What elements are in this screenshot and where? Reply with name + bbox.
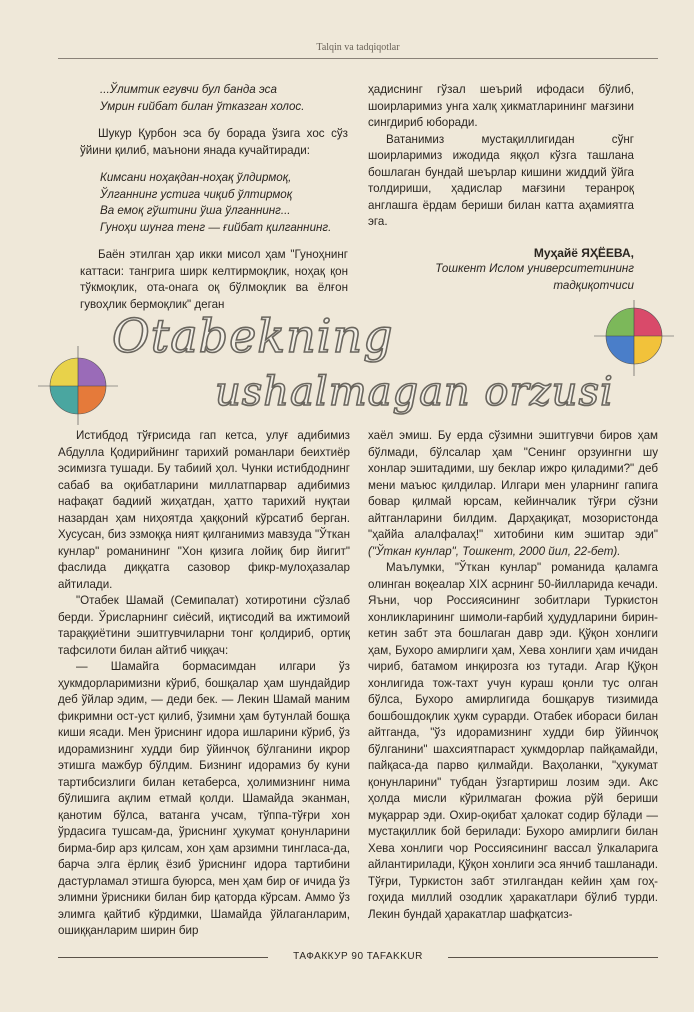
article-title-graphic [0,300,694,425]
running-header: Talqin va tadqiqotlar [316,42,400,53]
poem-line: ...Ўлимтик егувчи бул банда эса [100,83,277,96]
page-footer: ТАФАККУР 90 TAFAKKUR [293,951,423,962]
top-right-column [368,82,634,294]
paragraph-text: хаёл эмиш. Бу ерда сўзимни эшитгувчи биров ҳам бўлмади, бўлсалар ҳам "Сенинг орзуингни шу хонлар эшитадими, шу беклар ижро қиладими?" деб мени маъюс қилдилар. Илгари мен уларнинг гапига бовар қилмай юрсам, кейинчалик тўғри сўзни айтганларини билдим. Дарҳақиқат, мозористонда "ҳаййа алалфалаҳ!" хитобини ким эшитар эди" [368,429,658,541]
header-rule [58,58,658,59]
poem-line: Гуноҳи шунга тенг — ғийбат қилганнинг. [100,220,332,234]
author-affiliation: тадқиқотчиси [553,278,634,292]
paragraph: Баён этилган ҳар икки мисол ҳам "Гуноҳнинг каттаси: тангрига ширк келтирмоқлик, ноҳақ қон тўкмоқлик, ота-онага оқ бўлмоқлик ва ёлғон гувоҳлик бермоқлик" деган [80,248,348,311]
color-wheel-icon-right [594,300,674,376]
body-left-column [58,428,350,940]
poem-line: Ўлганнинг устига чиқиб ўлтирмоқ [100,187,293,201]
poem-excerpt-1 [100,82,348,115]
poem-line: Умрин ғийбат билан ўтказган холос. [100,99,305,113]
paragraph [368,428,658,560]
paragraph: — Шамайга бормасимдан илгари ўз ҳукмдорларимизни кўриб, бошқалар ҳам шундайдир деб ўйлар эдим, — деди бек. — Лекин Шамай маним фикримни ост-уст қилиб, ўзимни ҳам бутунлай бошқа киши ясади. Мен ўриснинг идора ишларини кўриб, ўз идорамизнинг худди бир ўйинчоқ бўлганини иқрор этишга мажбур бўлдим. Бизнинг идорамиз бу куни тартибсизлиги билан кетаберса, ҳолимизнинг нима бўлишига ақлим етмай қолди. Шамайда эканман, қанотим бўлса, ватанга учсам, тўппа-тўғри хон ўрдасига тушсам-да, ўриснинг ҳукумат қонунларини бирма-бир арз қилсам, хон ҳам арзимни тингласа-да, барча элга ёрлиқ ёзиб ўриснинг идора тартибини дастурламал этишга буюрса, мен ҳам бир оғ ичида ўз элимни ўрисники билан бир қаторда кўрсам. Аммо ўз элимга қайтиб кўрдимки, Шамайда ўйлаганларим, ошиққанларим ширин бир [58,660,350,937]
paragraph: "Отабек Шамай (Семипалат) хотиротини сўзлаб берди. Ўрисларнинг сиёсий, иқтисодий ва ижтимоий тараққиётини эшитгувчиларни тонг қолдириб, ортиқ тафсилоти билан айтиб чиққач: [58,594,350,657]
color-wheel-icon-left [38,346,118,425]
citation: ("Ўткан кунлар", Тошкент, 2000 йил, 22-бет). [368,544,621,558]
author-name: Муҳайё ЯҲЁЕВА, [533,245,634,260]
body-right-column [368,428,658,923]
paragraph: Шукур Қурбон эса бу борада ўзига хос сўз ўйини қилиб, маънони янада кучайтиради: [80,127,348,157]
title-line-1: Otabekning [112,309,394,363]
author-affiliation: Тошкент Ислом университетининг [435,262,634,275]
paragraph: Истибдод тўғрисида гап кетса, улуғ адибимиз Абдулла Қодирийнинг тарихий романлари беихтиёр эсимизга тушади. Бу табиий ҳол. Чунки истибдоднинг сабаб ва оқибатларини миллатпарвар адибимиз нафақат бадиий жиҳатдан, ҳатто тарихий нуқтаи назардан ҳам ниҳоятда ҳаққоний кўрсатиб берган. Хусусан, биз эзмоққа ният қилганимиз мавзуда "Ўткан кунлар" романининг "Хон қизига лойиқ бир йигит" фаслида диққатга сазовор фикр-мулоҳазалар айтилади. [58,429,350,591]
paragraph: Маълумки, "Ўткан кунлар" романида қаламга олинган воқеалар XIX асрнинг 50-йилларида кечади. Яъни, чор Россиясининг зобитлари Туркистон хонликларининг шимоли-ғарбий ҳудудларини бирин-кетин забт эта бошлаган давр эди. Қўқон хонлиги ҳам, Бухоро амирлиги ҳам, Хева хонлиги ҳам ичидан чириб, батамом инқирозга юз тутади. Агар Қўқон хонлигида тож-тахт учун кураш қонли тус олган бўлса, Бухоро амирлигида бошқарув тизимида бошбошдоқлик ҳукм сурарди. Отабек ибораси билан айтганда, "ўз идорамизнинг худди бир ўйинчоқ бўлганини" шахсиятпараст ҳукмдорлар пайқамайди, пайқаса-да парво қилмайди. Ваҳоланки, "ҳукумат қонунларини" тубдан ўзгартириш лозим эди. Акс ҳолда мисли кўрилмаган фожиа рўй бериши муқаррар эди. Охир-оқибат ҳалокат содир бўлади — мустақиллик бой берилади: Бухоро амирлиги билан Хева хонлиги чор Россиясининг вассал ўлкаларига айлантирилади, Қўқон хонлиги эса янчиб ташланади. Тўғри, Туркистон забт этилгандан кейин ҳам гоҳ-гоҳида миллий озодлик ҳаракатлари бўлиб турди. Лекин бундай ҳаракатлар шафқатсиз- [368,561,658,921]
poem-line: Ва емоқ гўштини ўша ўлганнинг... [100,204,291,217]
top-left-column [80,82,348,313]
poem-line: Кимсани ноҳақдан-ноҳақ ўлдирмоқ, [100,171,292,184]
title-line-2: ushalmagan orzusi [215,369,614,415]
paragraph: ҳадиснинг гўзал шеърий ифодаси бўлиб, шоирларимиз унга халқ ҳикматларининг мағзини сингдириб юборади. [368,83,634,129]
paragraph: Ватанимиз мустақиллигидан сўнг шоирларимиз ижодида яққол кўзга ташлана бошлаган бундай шеърлар кишини жиддий ўйга толдириши, ҳадислар мағзини теранроқ англашга ёрдам бериши билан катта аҳамиятга эга. [368,132,634,228]
poem-excerpt-2 [100,170,348,236]
